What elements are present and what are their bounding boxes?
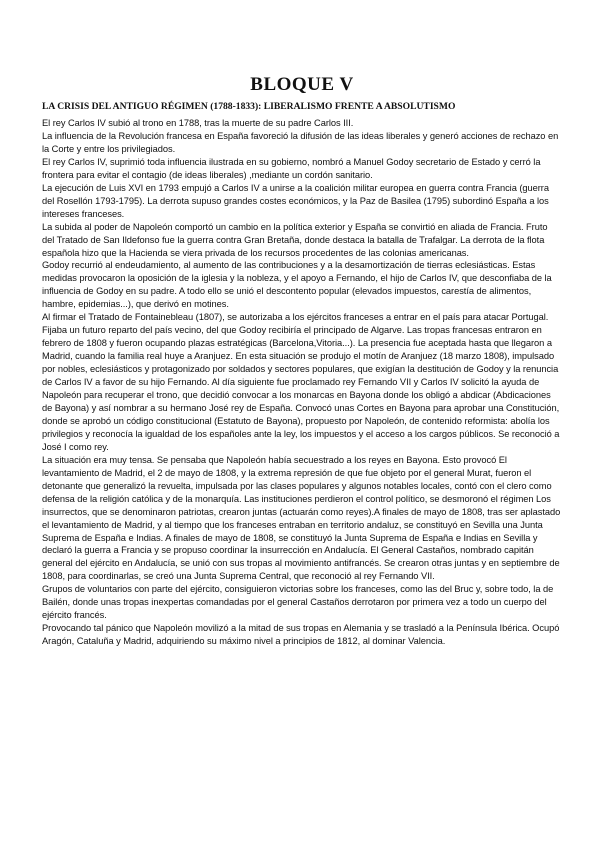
paragraph: Godoy recurrió al endeudamiento, al aumento de las contribuciones y a la desamortización de tierras eclesiásticas. Estas medidas provocaron la oposición de la iglesia y la nobleza, y el apoyo a Fernando, el hijo de Carlos IV, que desconfiaba de la influencia de Godoy en su padre. A todo ello se unió el descontento popular (elevados impuestos, carestía de alimentos, hambre, epidemias...), que derivó en motines. bbox=[42, 260, 552, 310]
document-body bbox=[42, 117, 562, 648]
paragraph: El rey Carlos IV subió al trono en 1788, tras la muerte de su padre Carlos III. bbox=[42, 118, 354, 128]
paragraph: Grupos de voluntarios con parte del ejército, consiguieron victorias sobre los franceses, como las del Bruc y, sobre todo, la de Bailén, donde unas tropas inexpertas comandadas por el general Castaños derrotaron por primera vez a todo un cuerpo del ejército francés. bbox=[42, 584, 554, 621]
paragraph: La subida al poder de Napoleón comportó un cambio en la política exterior y España se convirtió en aliada de Francia. Fruto del Tratado de San Ildefonso fue la guerra contra Gran Bretaña, donde destaca la batalla de Trafalgar. La derrota de la flota española hizo que la Hacienda se viera privada de los recursos procedentes de las colonias americanas. bbox=[42, 221, 548, 258]
document-title: BLOQUE V bbox=[250, 74, 354, 95]
paragraph: La influencia de la Revolución francesa en España favoreció la difusión de las ideas liberales y generó acciones de rechazo en la Corte y entre los privilegiados. bbox=[42, 130, 559, 154]
paragraph: El rey Carlos IV, suprimió toda influencia ilustrada en su gobierno, nombró a Manuel Godoy secretario de Estado y cerró la frontera para evitar el contagio (de ideas liberales) ,mediante un cordón sanitario. bbox=[42, 156, 541, 180]
paragraph: Provocando tal pánico que Napoleón movilizó a la mitad de sus tropas en Alemania y se trasladó a la Península Ibérica. Ocupó Aragón, Cataluña y Madrid, adquiriendo su máximo nivel a principios de 1812, al dominar Valencia. bbox=[42, 623, 560, 647]
paragraph: La situación era muy tensa. Se pensaba que Napoleón había secuestrado a los reyes en Bayona. Esto provocó El levantamiento de Madrid, el 2 de mayo de 1808, y la extrema represión de que fue objeto por el general Murat, fueron el detonante que generalizó la revuelta, impulsada por las clases populares y algunos notables locales, contó con el clero como defensa de la religión católica y de la monarquía. Las instituciones perdieron el control político, se desmoronó el régimen Los insurrectos, que se denominaron patriotas, crearon juntas (actuarán como reyes).A finales de mayo de 1808, tras ser aplastado el levantamiento de Madrid, y al tiempo que los franceses entraban en territorio andaluz, se constituyó en Sevilla una Junta Suprema de España e Indias. A finales de mayo de 1808, se constituyó la Junta Suprema de España e Indias en Sevilla y declaró la guerra a Francia y se propuso coordinar la insurrección en Andalucía. El General Castaños, nombrado capitán general del ejército en Andalucía, se unió con sus tropas al movimiento antifrancés. Se crearon otras juntas y en septiembre de 1808, para coordinarlas, se creó una Junta Suprema Central, que reconoció al rey Fernando VII. bbox=[42, 454, 561, 582]
paragraph: La ejecución de Luis XVI en 1793 empujó a Carlos IV a unirse a la coalición militar europea en guerra contra Francia (guerra del Rosellón 1793-1795). La derrota supuso grandes costes económicos, y la Paz de Basilea (1795) subordinó España a los intereses franceses. bbox=[42, 182, 549, 219]
paragraph: Al firmar el Tratado de Fontainebleau (1807), se autorizaba a los ejércitos franceses a entrar en el país para atacar Portugal. Fijaba un futuro reparto del país vecino, del que Godoy recibiría el principado de Algarve. Las tropas francesas entraron en febrero de 1808 y fueron ocupando plazas estratégicas (Barcelona,Vitoria...). La presencia fue aceptada hasta que llegaron a Madrid, cuando la familia real huye a Aranjuez. En esta situación se produjo el motín de Aranjuez (18 marzo 1808), impulsado por nobles, eclesiásticos y protagonizado por soldados y sectores populares, que exigían la destitución de Godoy y la renuncia de Carlos IV a favor de su hijo Fernando. Al día siguiente fue proclamado rey Fernando VII y Carlos IV solicitó la ayuda de Napoleón para recuperar el trono, que decidió convocar a los monarcas en Bayona donde los obligó a abdicar (Abdicaciones de Bayona) y así nombrar a su hermano José rey de España. Convocó unas Cortes en Bayona para aprobar una Constitución, donde se aprobó un código constitucional (Estatuto de Bayona), propuesto por Napoleón, de contenido reformista: abolía los privilegios y reconocía la igualdad de los españoles ante la ley, los impuestos y el acceso a los cargos públicos. Se reconoció a José I como rey. bbox=[42, 312, 560, 452]
document-subtitle: LA CRISIS DEL ANTIGUO RÉGIMEN (1788-1833): LIBERALISMO FRENTE A ABSOLUTISMO bbox=[42, 101, 456, 112]
